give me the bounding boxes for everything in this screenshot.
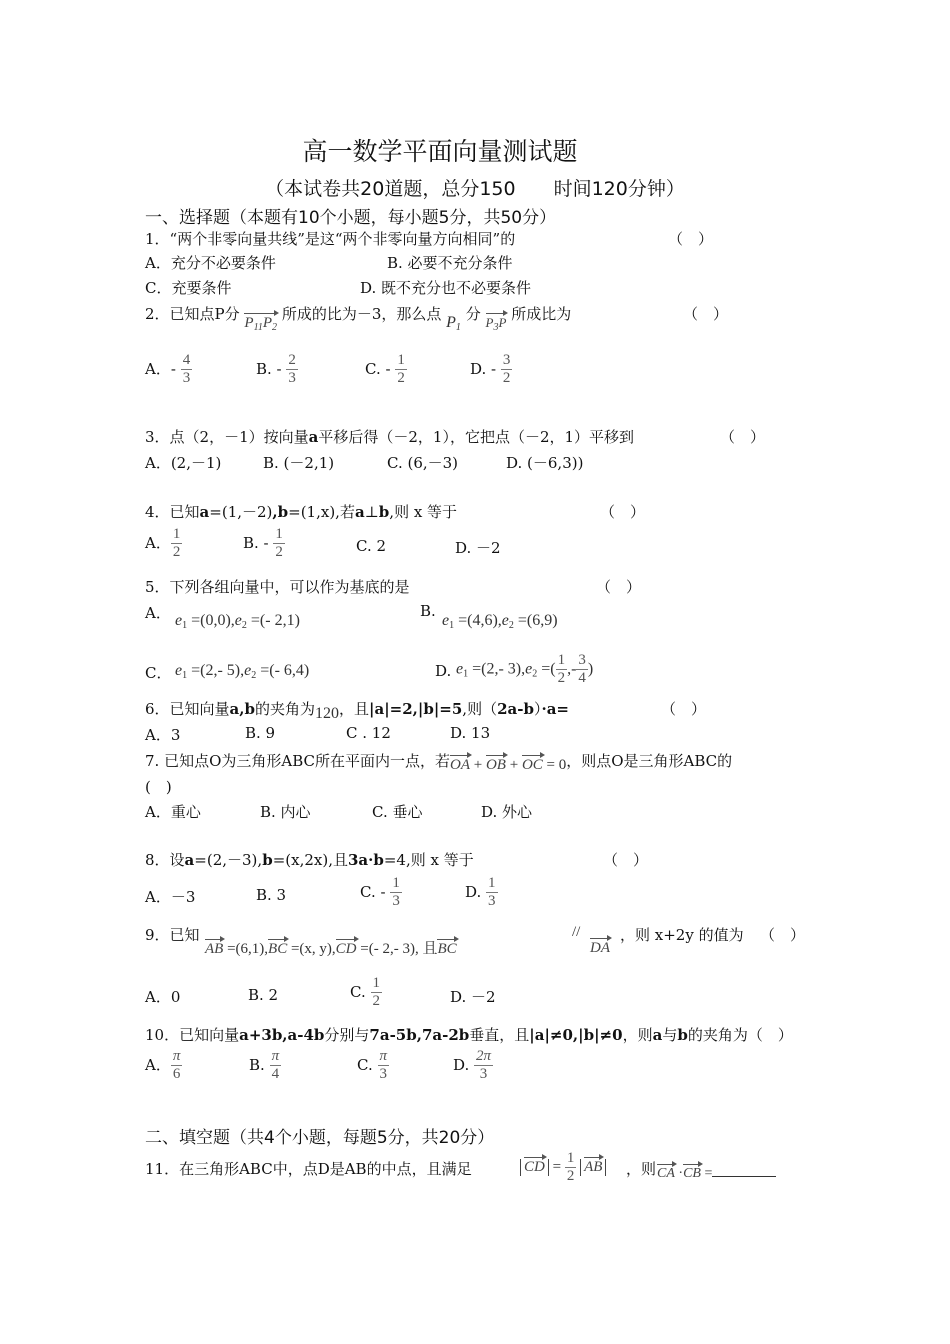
- question-3-option-c: C. (6,－3): [387, 454, 459, 472]
- question-9-stem-end: ，则 x+2y 的值为: [620, 926, 744, 944]
- segment-p1-p2: $P_{11}P_2$: [244, 315, 278, 333]
- answer-paren: （ ）: [720, 428, 766, 446]
- answer-paren: （ ）: [760, 926, 806, 944]
- magnitude-cd: CD: [520, 1159, 549, 1176]
- question-3-option-d: D. (－6,3)): [506, 454, 584, 472]
- question-9-option-a: A．0: [145, 988, 181, 1006]
- vector-da: DA: [590, 940, 610, 956]
- question-9-label: 9．已知: [145, 926, 200, 944]
- fraction: $\frac{1}{3}$: [392, 875, 400, 910]
- question-9-math: AB =(6,1),BC =(x, y),CD =(- 2,- 3), 且BC: [205, 941, 457, 957]
- fraction: $\frac{1}{2}$: [172, 526, 181, 561]
- question-8-stem: 8．设a=(2,－3),b=(x,2x),且3a·b=4,则 x 等于: [145, 851, 474, 869]
- question-7-option-b: B. 内心: [260, 803, 311, 821]
- question-3-option-a: A．(2,－1): [145, 454, 222, 472]
- question-5-stem: 5．下列各组向量中，可以作为基底的是: [145, 578, 410, 596]
- question-6-option-b: B. 9: [245, 724, 276, 742]
- question-4-option-d: D. －2: [455, 539, 501, 557]
- question-5-option-a-label: A．: [145, 604, 171, 622]
- fraction: $\frac{2}{3}$: [288, 352, 296, 387]
- section-fill-heading: 二、填空题（共4个小题，每题5分，共20分）: [145, 1128, 495, 1148]
- point-p1: $P_1$: [446, 314, 461, 333]
- question-9-option-d: D. －2: [450, 988, 496, 1006]
- fraction: $\frac{4}{3}$: [182, 352, 191, 387]
- question-9-option-b: B. 2: [248, 986, 279, 1004]
- question-5-option-c-math: $e_1 =(2,-$ $5),e_2$ =(- 6,4): [175, 662, 310, 681]
- answer-paren: （ ）: [596, 578, 642, 596]
- answer-paren: ( ): [145, 778, 172, 796]
- answer-paren: （ ）: [683, 305, 729, 323]
- question-7-option-d: D. 外心: [481, 803, 533, 821]
- page-title: 高一数学平面向量测试题: [302, 137, 578, 166]
- question-1-option-d: D. 既不充分也不必要条件: [360, 279, 532, 297]
- question-11-dot-product: CA ·CB =: [657, 1162, 776, 1182]
- question-1-option-c: C．充要条件: [145, 279, 232, 297]
- question-5-option-d-math: $e_1 =(2,-$ $3),e_2$ =( $\frac{1}{2}$ ,- $\frac{3}{4}$ ): [456, 652, 594, 687]
- fraction: $\frac{\pi}{3}$: [379, 1048, 388, 1083]
- question-10-stem: 10．已知向量a+3b,a-4b分别与7a-5b,7a-2b垂直，且|a|≠0,|b|≠0，则a与b的夹角为（ ）: [145, 1026, 793, 1044]
- question-5-option-b-math: $e_1 =(4,6),e_2 =(6,9)$: [442, 612, 558, 631]
- question-10-option-c: C. $\frac{\pi}{3}$: [357, 1048, 388, 1083]
- question-8-option-d: D. $\frac{1}{3}$: [465, 875, 496, 910]
- question-2-option-d: D. - $\frac{3}{2}$: [470, 352, 511, 387]
- question-1-stem: 1．“两个非零向量共线”是这“两个非零向量方向相同”的: [145, 230, 516, 248]
- fraction: $\frac{3}{4}$: [578, 652, 586, 687]
- question-8-option-a: A．－3: [145, 888, 196, 906]
- fraction: $\frac{1}{2}$: [397, 352, 405, 387]
- answer-paren: （ ）: [661, 700, 707, 718]
- question-6-stem: 6．已知向量a,b的夹角为120，且|a|=2,|b|=5,则（2a-b）·a=: [145, 700, 569, 722]
- question-7-option-a: A．重心: [145, 803, 201, 821]
- fraction: $\frac{1}{2}$: [275, 526, 283, 561]
- fraction: $\frac{3}{2}$: [502, 352, 511, 387]
- parallel-symbol: //: [572, 924, 581, 940]
- question-5-option-c-label: C．: [145, 664, 172, 682]
- question-10-option-d: D. $\frac{2\pi}{3}$: [453, 1048, 492, 1083]
- question-7-stem: 7. 已知点O为三角形ABC所在平面内一点，若OA + OB + OC = 0，则点O是三角形ABC的: [145, 752, 733, 773]
- question-10-option-b: B. $\frac{\pi}{4}$: [249, 1048, 280, 1083]
- fraction: $\frac{1}{3}$: [488, 875, 496, 910]
- question-5-option-a-math: $e_1 =(0,0),e_2$ =(- 2,1): [175, 612, 300, 631]
- section-choice-heading: 一、选择题（本题有10个小题，每小题5分，共50分）: [145, 208, 557, 228]
- magnitude-ab: AB: [580, 1159, 606, 1176]
- answer-paren: （ ）: [668, 230, 714, 248]
- question-6-option-a: A．3: [145, 726, 181, 744]
- fraction: $\frac{1}{2}$: [566, 1150, 575, 1185]
- exam-subtitle: （本试卷共20道题，总分150 时间120分钟）: [265, 178, 685, 200]
- question-3-option-b: B. (－2,1): [263, 454, 335, 472]
- answer-paren: （ ）: [600, 503, 646, 521]
- question-11-then: ，则: [626, 1160, 657, 1178]
- question-4-option-b: B. - $\frac{1}{2}$: [243, 526, 283, 561]
- question-10-option-a: A． $\frac{\pi}{6}$: [145, 1048, 181, 1083]
- question-2-option-c: C. - $\frac{1}{2}$: [365, 352, 405, 387]
- fraction: $\frac{1}{2}$: [557, 652, 566, 687]
- question-5-option-d-label: D.: [435, 662, 452, 680]
- question-1-option-a: A．充分不必要条件: [145, 254, 276, 272]
- question-2-option-a: A．- $\frac{4}{3}$: [145, 352, 191, 387]
- question-5-option-b-label: B.: [420, 602, 436, 620]
- fraction: $\frac{2\pi}{3}$: [476, 1048, 492, 1083]
- question-6-option-d: D. 13: [450, 724, 491, 742]
- question-4-option-a: A． $\frac{1}{2}$: [145, 526, 181, 561]
- question-8-option-c: C. - $\frac{1}{3}$: [360, 875, 400, 910]
- question-2-stem: 2．已知点P分 $P_{11}P_2$ 所成的比为－3，那么点 $P_1$ 分 $P_3P$ 所成比为: [145, 305, 572, 333]
- vector-sum: OA + OB + OC = 0: [450, 757, 567, 773]
- answer-blank[interactable]: [712, 1162, 776, 1177]
- question-8-option-b: B. 3: [256, 886, 287, 904]
- question-2-option-b: B. - $\frac{2}{3}$: [256, 352, 296, 387]
- question-4-option-c: C. 2: [356, 537, 387, 555]
- question-1-option-b: B. 必要不充分条件: [387, 254, 513, 272]
- question-11-stem: 11．在三角形ABC中，点D是AB的中点，且满足: [145, 1160, 472, 1178]
- segment-p2-p: $P_3P$: [485, 315, 507, 333]
- question-11-math: CD = $\frac{1}{2}$ AB: [520, 1150, 606, 1186]
- angle-value: 120: [315, 705, 339, 722]
- question-6-option-c: C . 12: [346, 724, 391, 742]
- question-4-stem: 4．已知a=(1,－2),b=(1,x),若a⊥b,则 x 等于: [145, 503, 458, 521]
- fraction: $\frac{\pi}{4}$: [271, 1048, 280, 1083]
- question-3-stem: 3．点（2，－1）按向量a平移后得（－2，1），它把点（－2，1）平移到: [145, 428, 635, 446]
- fraction: $\frac{\pi}{6}$: [172, 1048, 181, 1083]
- fraction: $\frac{1}{2}$: [372, 975, 380, 1010]
- question-9-option-c: C. $\frac{1}{2}$: [350, 975, 380, 1010]
- question-7-option-c: C. 垂心: [372, 803, 423, 821]
- answer-paren: （ ）: [603, 851, 649, 869]
